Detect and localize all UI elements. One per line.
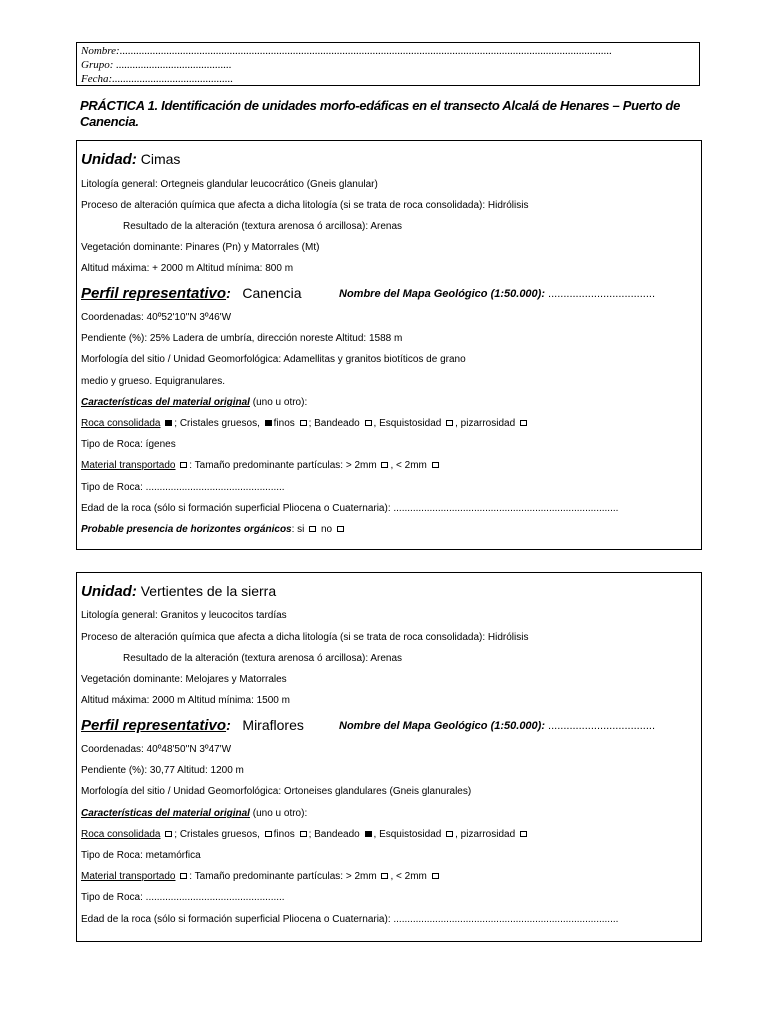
- perfil-value: Miraflores: [242, 717, 304, 733]
- no-label: no: [320, 524, 333, 535]
- unit-value: Cimas: [140, 151, 181, 167]
- mapa-field[interactable]: ...................................: [545, 720, 656, 732]
- litologia-text: Litología general: Ortegneis glandular leucocrático (Gneis glanular): [81, 179, 378, 190]
- tipo-roca-field[interactable]: Tipo de Roca: ..................................................: [81, 482, 285, 493]
- unit-heading: [81, 151, 697, 168]
- cristales-label: ; Cristales gruesos,: [174, 829, 260, 840]
- mapa-geologico: [339, 720, 655, 732]
- roca-consolidada-label: Roca consolidada: [81, 418, 161, 429]
- menor-2mm-checkbox[interactable]: [432, 462, 439, 468]
- material-transportado-label: Material transportado: [81, 871, 176, 882]
- pizarrosidad-label: , pizarrosidad: [455, 829, 516, 840]
- cristales-checkbox[interactable]: [265, 420, 272, 426]
- esquistosidad-label: , Esquistosidad: [373, 418, 442, 429]
- bandeado-checkbox[interactable]: [365, 420, 372, 426]
- tamano-label: : Tamaño predominante partículas: > 2mm: [189, 871, 377, 882]
- nombre-field[interactable]: Nombre:...................................................................................................................................................................................: [81, 45, 612, 57]
- material-options-row: [81, 418, 697, 429]
- bandeado-checkbox[interactable]: [365, 831, 372, 837]
- unit-value: Vertientes de la sierra: [140, 583, 277, 599]
- resultado-text: Resultado de la alteración (textura arenosa ó arcillosa): Arenas: [123, 653, 403, 664]
- proceso-text: Proceso de alteración química que afecta a dicha litología (si se trata de roca consolidada): Hidrólisis: [81, 632, 529, 643]
- probable-label: Probable presencia de horizontes orgánicos: [81, 524, 292, 535]
- perfil-row: [81, 285, 697, 302]
- roca-consolidada-checkbox[interactable]: [165, 831, 172, 837]
- finos-checkbox[interactable]: [300, 420, 307, 426]
- roca-consolidada-checkbox[interactable]: [165, 420, 172, 426]
- unit-box-cimas: [76, 140, 702, 550]
- vegetacion-text: Vegetación dominante: Melojares y Matorrales: [81, 674, 287, 685]
- menor-2mm-label: , < 2mm: [390, 460, 427, 471]
- cristales-checkbox[interactable]: [265, 831, 272, 837]
- no-checkbox[interactable]: [337, 526, 344, 532]
- edad-roca-field[interactable]: Edad de la roca (sólo si formación superficial Pliocena o Cuaternaria): .................................................................................: [81, 914, 619, 925]
- tamano-label: : Tamaño predominante partículas: > 2mm: [189, 460, 377, 471]
- altitud-text: Altitud máxima: + 2000 m Altitud mínima: 800 m: [81, 263, 294, 274]
- student-info-box: [76, 42, 700, 86]
- mapa-label: Nombre del Mapa Geológico (1:50.000):: [339, 720, 545, 732]
- finos-label: finos: [273, 418, 295, 429]
- finos-checkbox[interactable]: [300, 831, 307, 837]
- perfil-colon: :: [226, 717, 231, 733]
- perfil-label: Perfil representativo: [81, 717, 227, 734]
- coordenadas-text: Coordenadas: 40º48'50''N 3º47'W: [81, 744, 232, 755]
- vegetacion-text: Vegetación dominante: Pinares (Pn) y Matorrales (Mt): [81, 242, 320, 253]
- pizarrosidad-label: , pizarrosidad: [455, 418, 516, 429]
- horizontes-organicos-row: [81, 524, 697, 535]
- pizarrosidad-checkbox[interactable]: [520, 420, 527, 426]
- material-options-row: [81, 829, 697, 840]
- perfil-colon: :: [226, 285, 231, 301]
- coordenadas-text: Coordenadas: 40º52'10''N 3º46'W: [81, 312, 232, 323]
- finos-label: finos: [273, 829, 295, 840]
- pendiente-text: Pendiente (%): 25% Ladera de umbría, dirección noreste Altitud: 1588 m: [81, 333, 403, 344]
- mapa-label: Nombre del Mapa Geológico (1:50.000):: [339, 288, 545, 300]
- unit-label: Unidad:: [81, 583, 137, 600]
- menor-2mm-checkbox[interactable]: [432, 873, 439, 879]
- material-transportado-row: [81, 871, 697, 882]
- cristales-label: ; Cristales gruesos,: [174, 418, 260, 429]
- caracteristicas-row: [81, 808, 697, 819]
- perfil-label: Perfil representativo: [81, 285, 227, 302]
- mapa-geologico: [339, 288, 655, 300]
- roca-consolidada-label: Roca consolidada: [81, 829, 161, 840]
- edad-roca-field[interactable]: Edad de la roca (sólo si formación superficial Pliocena o Cuaternaria): .................................................................................: [81, 503, 619, 514]
- unit-heading: [81, 583, 697, 600]
- material-transportado-checkbox[interactable]: [180, 462, 187, 468]
- material-transportado-label: Material transportado: [81, 460, 176, 471]
- tipo-roca-field[interactable]: Tipo de Roca: ..................................................: [81, 892, 285, 903]
- pizarrosidad-checkbox[interactable]: [520, 831, 527, 837]
- mayor-2mm-checkbox[interactable]: [381, 462, 388, 468]
- bandeado-label: ; Bandeado: [308, 418, 360, 429]
- tipo-roca-text: Tipo de Roca: ígenes: [81, 439, 176, 450]
- perfil-value: Canencia: [242, 285, 302, 301]
- resultado-text: Resultado de la alteración (textura arenosa ó arcillosa): Arenas: [123, 221, 403, 232]
- grupo-field[interactable]: Grupo: ..........................................: [81, 59, 232, 71]
- morfologia-text-1: Morfología del sitio / Unidad Geomorfológica: Adamellitas y granitos biotíticos de grano: [81, 354, 466, 365]
- caracteristicas-row: [81, 397, 697, 408]
- tipo-roca-text: Tipo de Roca: metamórfica: [81, 850, 201, 861]
- fecha-field[interactable]: Fecha:............................................: [81, 73, 234, 85]
- unit-label: Unidad:: [81, 151, 137, 168]
- pendiente-text: Pendiente (%): 30,77 Altitud: 1200 m: [81, 765, 244, 776]
- caracteristicas-suffix: (uno u otro):: [249, 808, 308, 819]
- page-title: PRÁCTICA 1. Identificación de unidades morfo-edáficas en el transecto Alcalá de Henares – Puerto de Canencia.: [80, 98, 681, 129]
- altitud-text: Altitud máxima: 2000 m Altitud mínima: 1500 m: [81, 695, 290, 706]
- material-transportado-row: [81, 460, 697, 471]
- esquistosidad-checkbox[interactable]: [446, 420, 453, 426]
- unit-box-vertientes: [76, 572, 702, 942]
- esquistosidad-checkbox[interactable]: [446, 831, 453, 837]
- caracteristicas-label: Características del material original: [81, 808, 250, 819]
- litologia-text: Litología general: Granitos y leucocitos tardías: [81, 610, 287, 621]
- mayor-2mm-checkbox[interactable]: [381, 873, 388, 879]
- morfologia-text-2: medio y grueso. Equigranulares.: [81, 376, 225, 387]
- caracteristicas-suffix: (uno u otro):: [249, 397, 308, 408]
- morfologia-text: Morfología del sitio / Unidad Geomorfológica: Ortoneises glandulares (Gneis glanurales): [81, 786, 472, 797]
- si-label: : si: [291, 524, 305, 535]
- caracteristicas-label: Características del material original: [81, 397, 250, 408]
- bandeado-label: ; Bandeado: [308, 829, 360, 840]
- perfil-row: [81, 717, 697, 734]
- material-transportado-checkbox[interactable]: [180, 873, 187, 879]
- menor-2mm-label: , < 2mm: [390, 871, 427, 882]
- proceso-text: Proceso de alteración química que afecta a dicha litología (si se trata de roca consolidada): Hidrólisis: [81, 200, 529, 211]
- mapa-field[interactable]: ...................................: [545, 288, 656, 300]
- si-checkbox[interactable]: [309, 526, 316, 532]
- esquistosidad-label: , Esquistosidad: [373, 829, 442, 840]
